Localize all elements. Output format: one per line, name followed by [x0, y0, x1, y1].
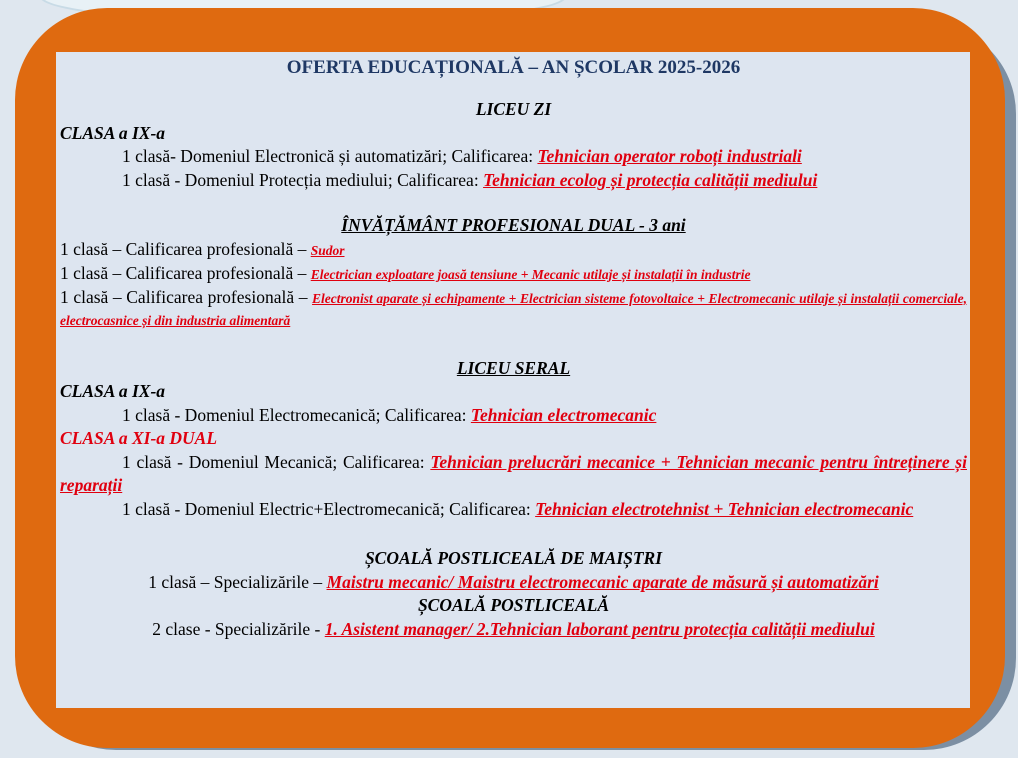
offer-row: [60, 571, 967, 595]
offer-row-label: 1 clasă- Domeniul Electronică și automatizări; Calificarea:: [122, 146, 538, 166]
qualification-value: Tehnician ecolog și protecția calității mediului: [483, 169, 818, 190]
qualification-value: Sudor: [310, 242, 345, 258]
offer-row: [60, 498, 967, 522]
qualification-value: Tehnician operator roboți industriali: [537, 146, 802, 166]
qualification-value: Maistru mecanic/ Maistru electromecanic aparate de măsură și automatizări: [326, 571, 879, 592]
section-heading-postliceala: ȘCOALĂ POSTLICEALĂ: [417, 595, 610, 615]
offer-row-label: 1 clasă - Domeniul Protecția mediului; Calificarea:: [122, 169, 484, 190]
qualification-value: 1. Asistent manager/ 2.Tehnician laborant pentru protecția calității mediului: [324, 618, 875, 639]
offer-row-label: 1 clasă - Domeniul Electromecanică; Calificarea:: [122, 404, 471, 425]
section-heading-liceu-seral: LICEU SERAL: [456, 357, 571, 378]
section-heading-dual: ÎNVĂȚĂMÂNT PROFESIONAL DUAL - 3 ani: [341, 215, 686, 235]
offer-row: [60, 404, 967, 428]
offer-row: [60, 451, 967, 498]
document-title: OFERTA EDUCAȚIONALĂ – AN ȘCOLAR 2025-2026: [286, 57, 741, 78]
class-heading-xi-dual: CLASA a XI-a DUAL: [60, 428, 218, 448]
offer-row: [60, 238, 967, 263]
offer-row-label: 1 clasă - Domeniul Electric+Electromecanică; Calificarea:: [122, 498, 536, 519]
offer-row: [60, 287, 967, 331]
offer-document: [56, 52, 970, 708]
qualification-value: Electronist aparate și echipamente + Electrician sisteme fotovoltaice + Electromecanic utilaje și instalații comerciale, electrocasnice și din industria alimentară: [60, 290, 967, 328]
section-heading-maistri: ȘCOALĂ POSTLICEALĂ DE MAIȘTRI: [364, 548, 663, 568]
offer-row: [60, 145, 967, 169]
class-heading-ix: CLASA a IX-a: [60, 381, 166, 401]
section-heading-liceu-zi: LICEU ZI: [475, 99, 552, 119]
class-heading-ix: CLASA a IX-a: [60, 122, 166, 143]
offer-row-label: 1 clasă – Calificarea profesională –: [60, 263, 311, 283]
offer-row: [60, 169, 967, 193]
offer-row-label: 2 clase - Specializările -: [152, 618, 325, 639]
qualification-value: Tehnician electromecanic: [470, 404, 657, 425]
offer-row-label: 1 clasă – Calificarea profesională –: [60, 238, 311, 259]
qualification-value: Tehnician electrotehnist + Tehnician electromecanic: [535, 498, 914, 519]
offer-row: [60, 262, 967, 287]
offer-row-label: 1 clasă – Specializările –: [148, 571, 327, 592]
offer-row-label: 1 clasă – Calificarea profesională –: [60, 286, 313, 307]
offer-row: [60, 618, 967, 642]
offer-row-label: 1 clasă - Domeniul Mecanică; Calificarea:: [122, 451, 431, 472]
qualification-value: Electrician exploatare joasă tensiune + Mecanic utilaje și instalații în industrie: [310, 267, 751, 282]
qualification-value: Tehnician prelucrări mecanice + Tehnician mecanic pentru întreținere și reparații: [60, 451, 967, 495]
